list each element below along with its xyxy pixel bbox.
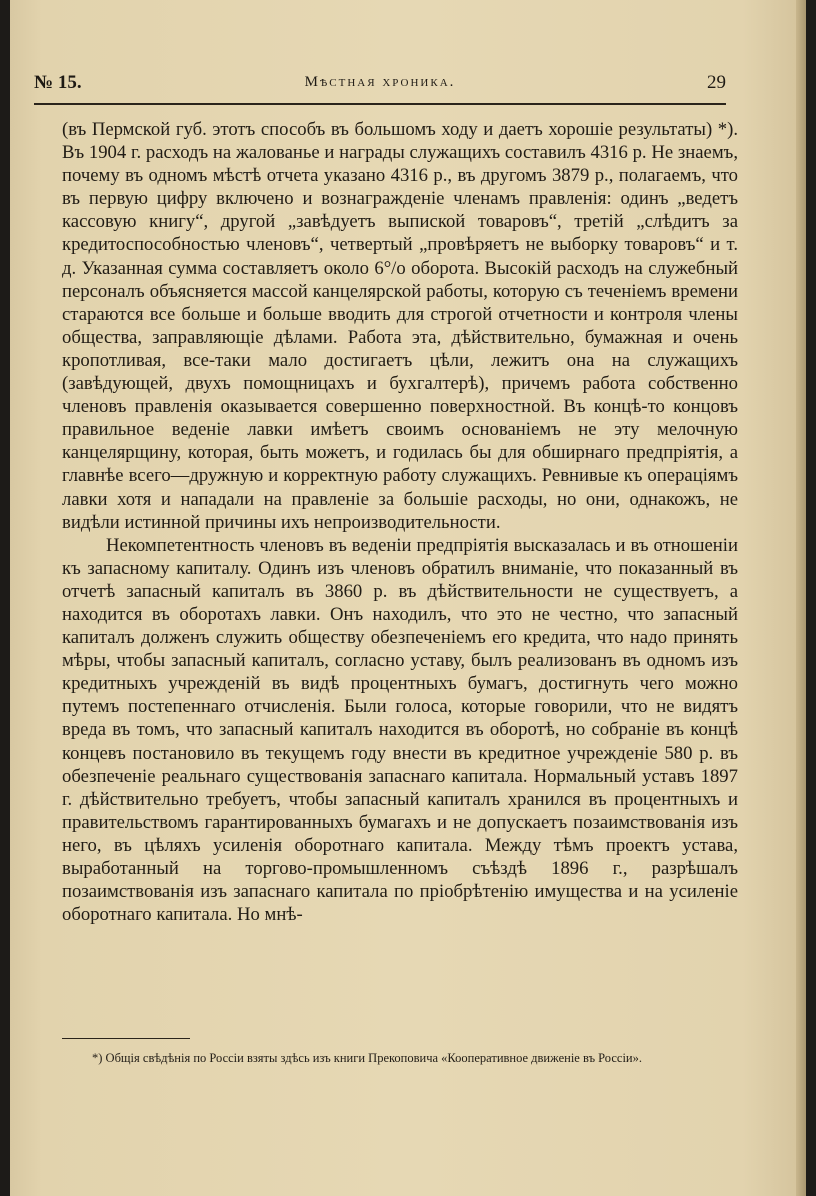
footnote: *) Общія свѣдѣнія по Россіи взяты здѣсь изъ книги Прекоповича «Кооперативное движеніе въ Россіи». <box>92 1051 642 1065</box>
paragraph-2: Некомпетентность членовъ въ веденіи предпріятія высказалась и въ отношеніи къ запасному капиталу. Одинъ изъ членовъ обратилъ вниманіе, что показанный въ отчетѣ запасный капиталъ въ 3860 р. въ дѣйствительности не существуетъ, а находится въ оборотахъ лавки. Онъ находилъ, что это не честно, что запасный капиталъ долженъ служить обществу обезпеченіемъ его кредита, что надо принять мѣры, чтобы запасный капиталъ, согласно уставу, былъ реализованъ въ одномъ изъ кредитныхъ учрежденій въ видѣ процентныхъ бумагъ, достигнуть чего можно путемъ постепеннаго отчисленія. Были голоса, которые говорили, что не видятъ вреда въ томъ, что запасный капиталъ находится въ оборотѣ, но собраніе въ концѣ концевъ постановило въ текущемъ году внести въ кредитное учрежденіе 580 р. въ обезпеченіе реальнаго существованія запаснаго капитала. Нормальный уставъ 1897 г. дѣйствительно требуетъ, чтобы запасный капиталъ хранился въ процентныхъ и правительствомъ гарантированныхъ бумагахъ и не допускаетъ позаимствованія изъ него, въ цѣляхъ усиленія оборотнаго капитала. Между тѣмъ проектъ устава, выработанный на торгово-промышленномъ съѣздѣ 1896 г., разрѣшалъ позаимствованія изъ запаснаго капитала по пріобрѣтенію имущества и на усиленіе оборотнаго капитала. Но мнѣ- <box>62 534 738 926</box>
header-rule <box>34 103 726 105</box>
page-number: 29 <box>707 72 726 93</box>
page-edge <box>796 0 806 1196</box>
section-title: Мѣстная хроника. <box>304 74 456 90</box>
footnote-rule <box>62 1038 190 1039</box>
document-page <box>10 0 806 1196</box>
article-body <box>62 118 738 926</box>
issue-number: № 15. <box>34 72 82 93</box>
running-header <box>34 72 726 96</box>
paragraph-1: (въ Пермской губ. этотъ способъ въ большомъ ходу и даетъ хорошіе результаты) *). Въ 1904 г. расходъ на жалованье и награды служащихъ составилъ 4316 р. Не знаемъ, почему въ одномъ мѣстѣ отчета указано 4316 р., въ другомъ 3879 р., полагаемъ, что въ первую цифру включено и вознагражденіе членамъ правленія: одинъ „ведетъ кассовую книгу“, другой „завѣдуетъ выпиской товаровъ“, третій „слѣдитъ за кредитоспособностью членовъ“, четвертый „провѣряетъ не выборку товаровъ“ и т. д. Указанная сумма составляетъ около 6°/о оборота. Высокій расходъ на служебный персоналъ объясняется массой канцелярской работы, которую съ теченіемъ времени стараются все больше и больше вводить для строгой отчетности и контроля члены общества, заправляющіе дѣлами. Работа эта, дѣйствительно, бумажная и очень кропотливая, все-таки мало достигаетъ цѣли, лежитъ она на служащихъ (завѣдующей, двухъ помощницахъ и бухгалтерѣ), причемъ работа собственно членовъ правленія оказывается совершенно поверхностной. Въ концѣ-то концовъ правильное веденіе лавки имѣетъ своимъ основаніемъ не эту мелочную канцелярщину, которая, быть можетъ, и годилась бы для обширнаго предпріятія, а главнѣе всего—дружную и корректную работу служащихъ. Ревнивые къ операціямъ лавки хотя и нападали на правленіе за большіе расходы, но они, однакожъ, не видѣли истинной причины ихъ непроизводительности. <box>62 119 738 533</box>
